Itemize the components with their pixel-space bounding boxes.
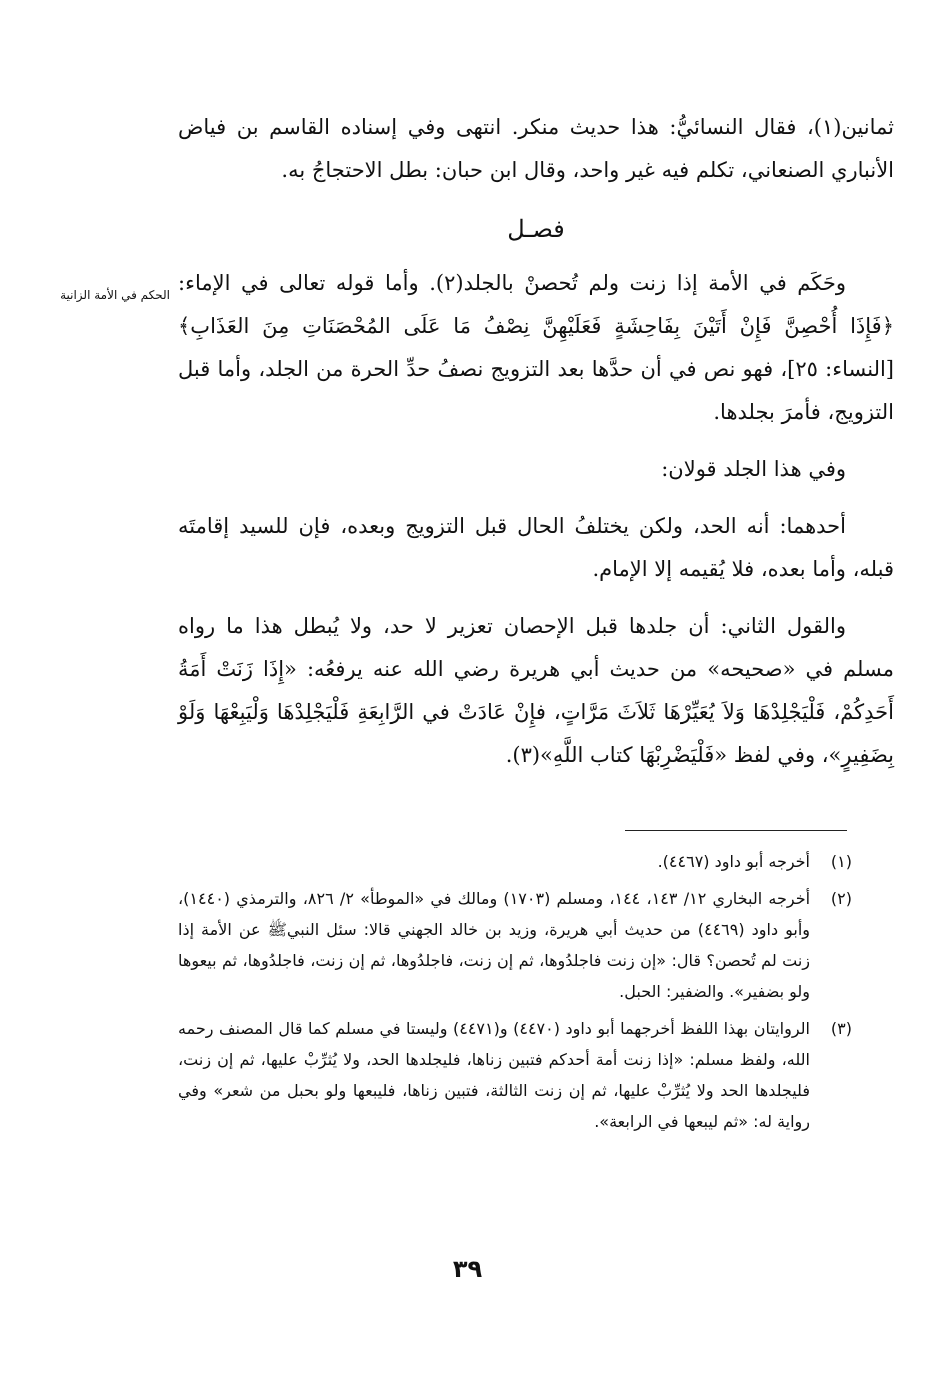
- paragraph-2-start: وحَكَم في الأمة إذا زنت ولم تُحصنْ بالجلد(٢). وأما قوله تعالى في الإماء:: [178, 271, 846, 295]
- paragraph-5-end: ، وفي لفظ «فَلْيَضْرِبْهَا كتاب اللَّهِ»(٣).: [505, 743, 829, 767]
- footnote-2: [178, 883, 852, 1007]
- footnote-text: الروايتان بهذا اللفظ أخرجهما أبو داود (٤٤٧٠) و(٤٤٧١) وليستا في مسلم كما قال المصنف رحمه الله، ولفظ مسلم: «إذا زنت أمة أحدكم فتبين زناها، فليجلدها الحد، ولا يُثرِّبْ عليها، ثم إن زنت، فليجلدها الحد ولا يُثرِّبْ عليها، ثم إن زنت الثالثة، فتبين زناها، فليبعها ولو بحبل من شعر» وفي رواية له: «ثم ليبعها في الرابعة».: [178, 1019, 811, 1131]
- footnote-number: (٣): [830, 1019, 852, 1038]
- footnote-text: أخرجه أبو داود (٤٤٦٧).: [657, 852, 810, 871]
- footnote-text: أخرجه البخاري ١٢/ ١٤٣، ١٤٤، ومسلم (١٧٠٣) ومالك في «الموطأ» ٢/ ٨٢٦، والترمذي (١٤٤٠)، وأبو داود (٤٤٦٩) من حديث أبي هريرة، وزيد بن خالد الجهني قالا: سئل النبيﷺ عن الأمة إذا زنت لم تُحصن؟ قال: «إن زنت فاجلدُوها، ثم إن زنت، فاجلدُوها، ثم إن زنت، فاجلدُوها، ثم بيعوها ولو بضفير». والضفير: الحبل.: [178, 889, 811, 1001]
- page-number: ٣٩: [452, 1255, 483, 1283]
- footnote-number: (١): [830, 852, 852, 871]
- paragraph-5-start: والقول الثاني: أن جلدها قبل الإحصان تعزير لا حد، ولا يُبطل هذا ما رواه مسلم في «صحيحه» من حديث أبي هريرة رضي الله عنه يرفعُه:: [178, 614, 894, 681]
- footnote-1: [178, 846, 852, 877]
- hadith-text: «إِذَا زَنَتْ أَمَةُ أَحَدِكُمْ، فَلْيَجْلِدْهَا وَلاَ يُعَيِّرْهَا ثَلاَثَ مَرَّاتٍ، فإِنْ عَادَتْ في الرَّابِعَةِ فَلْيَجْلِدْهَا وَلْيَبِعْهَا وَلَوْ بِضَفِيرٍ»: [178, 657, 894, 767]
- paragraph-2-end: [النساء: ٢٥]، فهو نص في أن حدَّها بعد التزويج نصفُ حدِّ الحرة من الجلد، وأما قبل التزويج، فأمرَ بجلدها.: [178, 357, 894, 424]
- margin-note: الحكم في الأمة الزانية: [60, 288, 170, 302]
- footnote-3: [178, 1013, 852, 1137]
- footnote-number: (٢): [830, 889, 852, 908]
- quran-verse: ﴿فَإِذَا أُحْصِنَّ فَإِنْ أَتَيْنَ بِفَاحِشَةٍ فَعَلَيْهِنَّ نِصْفُ مَا عَلَى المُحْصَنَاتِ مِنَ العَذَابِ﴾: [178, 314, 894, 338]
- footnotes: [178, 846, 852, 1143]
- paragraph-3: وفي هذا الجلد قولان:: [661, 457, 846, 481]
- paragraph-4: أحدهما: أنه الحد، ولكن يختلفُ الحال قبل التزويج وبعده، فإن للسيد إقامتَه قبله، وأما بعده، فلا يُقيمه إلا الإمام.: [178, 514, 894, 581]
- section-title: فصـل: [507, 215, 565, 243]
- paragraph-2: [178, 262, 894, 434]
- footnote-divider: [625, 830, 847, 831]
- paragraph-5: [178, 605, 894, 777]
- paragraph-1: ثمانين(١)، فقال النسائيُّ: هذا حديث منكر. انتهى وفي إسناده القاسم بن فياض الأنباري الصنعاني، تكلم فيه غير واحد، وقال ابن حبان: بطل الاحتجاجُ به.: [178, 115, 894, 182]
- main-text: [178, 106, 894, 791]
